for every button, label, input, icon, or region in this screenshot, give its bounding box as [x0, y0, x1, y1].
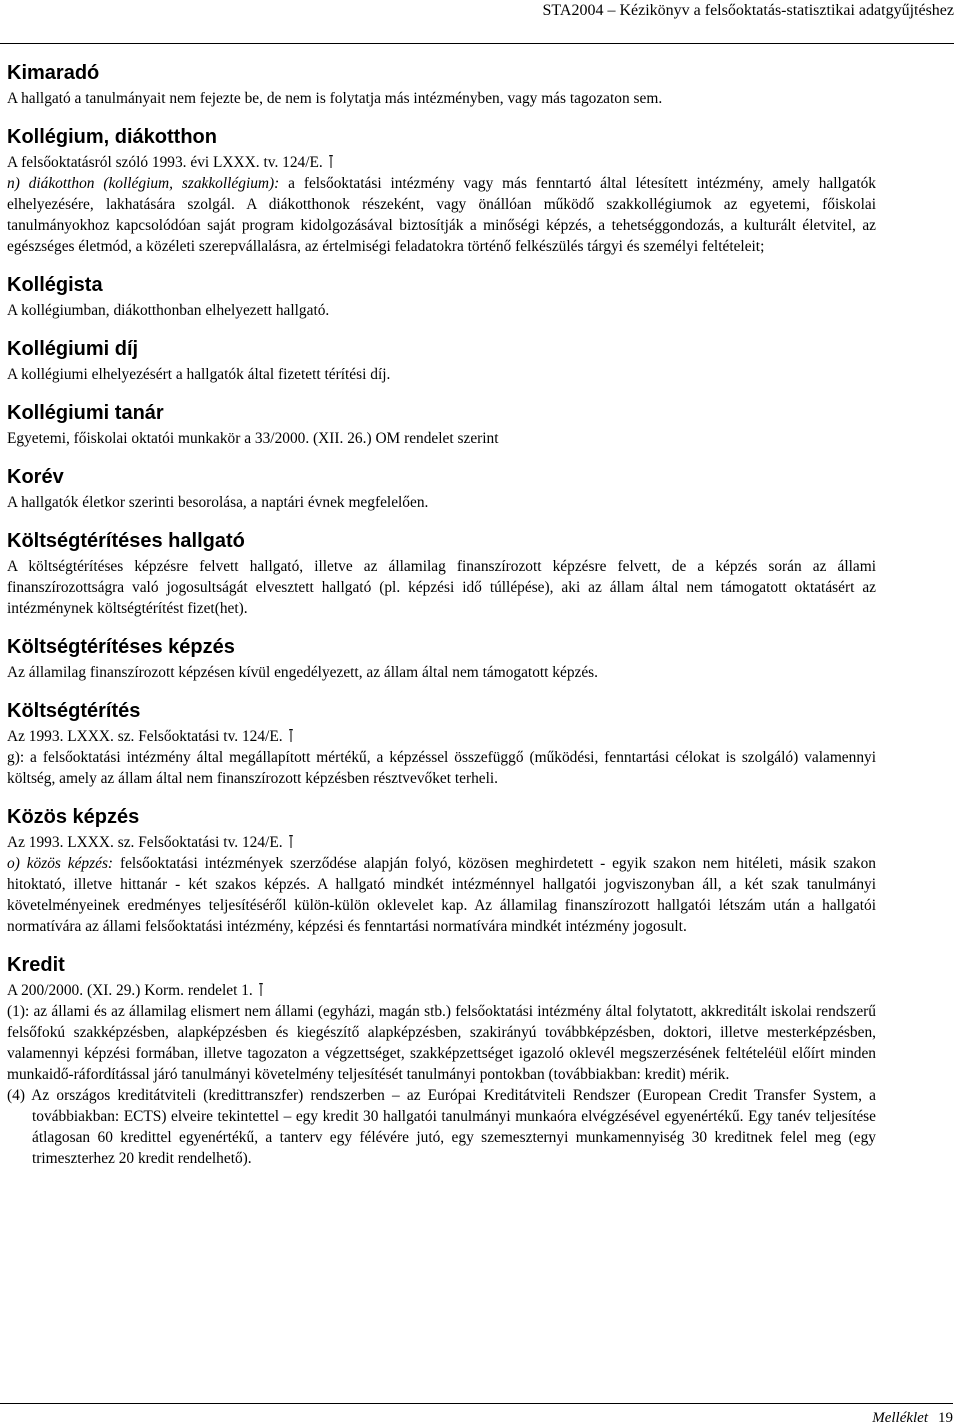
section-text: g): a felsőoktatási intézmény által megállapított mértékű, a képzéssel összefüggő (működési, fenntartási célokat is szolgáló) valamennyi költség, amely az állam által nem finanszírozott képzésben résztvevőket terheli.: [7, 749, 876, 787]
definition-lead: o) közös képzés:: [7, 855, 114, 872]
section-text: Az államilag finanszírozott képzésen kívül engedélyezett, az állam által nem támogatott képzés.: [7, 664, 599, 681]
section-text: [7, 853, 876, 937]
section-title: Korév: [7, 466, 64, 488]
section-title: Kollégiumi díj: [7, 338, 139, 360]
section-text: Egyetemi, főiskolai oktatói munkakör a 33/2000. (XII. 26.) OM rendelet szerint: [7, 430, 499, 447]
section-text: (1): az állami és az államilag elismert nem állami (egyházi, magán stb.) felsőoktatási intézmény által folytatott, akkreditált iskolai rendszerű felsőfokú szakképzésben, alapképzésben és kiegészítő alapképzésben, szakirányú továbbképzésben, doktori, illetve mesterképzésben, valamennyi képzési formában, illetve tagozaton a végzettséget, szakképzettséget igazoló oklevél megszerzésének feltételéül előírt minden munkaidő-ráfordítással járó tanulmányi követelmény teljesítését tanulmányi pontokban (továbbiakban: kredit) mérik.: [7, 1003, 876, 1083]
page-header: [0, 0, 954, 44]
section-text: A kollégiumban, diákotthonban elhelyezett hallgató.: [7, 302, 330, 319]
section-kollegiumi-tanar: [7, 401, 876, 449]
section-koltsegtериteses-hallgato: [7, 529, 876, 619]
section-title: Kredit: [7, 954, 65, 976]
section-text: A kollégiumi elhelyezésért a hallgatók által fizetett térítési díj.: [7, 366, 391, 383]
section-kozos-kepzes: [7, 805, 876, 937]
document-body: [7, 61, 876, 1185]
section-kimarado: [7, 61, 876, 109]
definition-body: a felsőoktatási intézmény vagy más fenntartó által létesített intézmény, amely hallgatók elhelyezésére, lakhatására szolgál. A diákotthonok részeként, vagy önállóan működő szakkollégiumok az egyetemi, főiskolai tanulmányokhoz kapcsolódóan saját program kidolgozásával biztosítják a minőségi képzés, a tehetséggondozás, a kulturált életvitel, az egészséges életmód, a közéleti szerepvállalásra, az értelmiségi feladatokra történő felkészülés tárgyi és személyi feltételeit;: [7, 175, 876, 255]
section-title: Közös képzés: [7, 806, 140, 828]
reference-text: Az 1993. LXXX. sz. Felsőoktatási tv. 124/E.: [7, 834, 283, 851]
section-korev: [7, 465, 876, 513]
footer-label: Melléklet: [872, 1410, 928, 1426]
legal-reference: [7, 152, 876, 173]
section-title: Költségtérítés: [7, 700, 141, 722]
definition-body: felsőoktatási intézmények szerződése alapján folyó, közösen meghirdetett - egyik szakon nem hitéleti, másik szakon hitoktató, illetve hittanár - két szakos képzés. A hallgató mindkét intézménnyel hallgatói jogviszonyban áll, a két szak tanulmányi követelményeinek eredményes teljesítéséről külön-külön oklevelet kap. Az államilag finanszírozott hallgatói létszám után a hallgatói normatívára az állami felsőoktatási intézmény, képzési és fenntartási normatívára mindkét intézmény jogosult.: [7, 855, 876, 935]
reference-link-icon[interactable]: [259, 983, 263, 996]
page-number: 19: [938, 1410, 953, 1426]
section-kollegiumi-dij: [7, 337, 876, 385]
definition-lead: n) diákotthon (kollégium, szakkollégium):: [7, 175, 280, 192]
section-text: A hallgató a tanulmányait nem fejezte be, de nem is folytatja más intézményben, vagy más tagozaton sem.: [7, 90, 663, 107]
header-title: STA2004 – Kézikönyv a felsőoktatás-statisztikai adatgyűjtéshez: [542, 2, 954, 19]
reference-link-icon[interactable]: [289, 729, 293, 742]
section-title: Kollégium, diákotthon: [7, 126, 217, 148]
section-title: Költségtérítéses hallgató: [7, 530, 245, 552]
page-footer: [0, 1403, 953, 1428]
section-text: A költségtérítéses képzésre felvett hallgató, illetve az államilag finanszírozott képzésre felvett, de a képzés során az állami finanszírozottságra való jogosultságát elvesztett hallgató (pl. képzési idő túllépése), aki az állam által nem támogatott oktatásért az intézménynek költségtérítést fizet(het).: [7, 558, 876, 617]
legal-reference: [7, 980, 876, 1001]
reference-text: A 200/2000. (XI. 29.) Korm. rendelet 1.: [7, 982, 253, 999]
section-title: Kollégista: [7, 274, 103, 296]
legal-reference: [7, 832, 876, 853]
section-text: A hallgatók életkor szerinti besorolása, a naptári évnek megfelelően.: [7, 494, 429, 511]
section-title: Kimaradó: [7, 62, 100, 84]
reference-link-icon[interactable]: [289, 835, 293, 848]
section-kollegium: [7, 125, 876, 257]
section-text: [7, 173, 876, 257]
section-koltsegterites: [7, 699, 876, 789]
reference-text: Az 1993. LXXX. sz. Felsőoktatási tv. 124/E.: [7, 728, 283, 745]
section-title: Költségtérítéses képzés: [7, 636, 235, 658]
legal-reference: [7, 726, 876, 747]
section-kollegista: [7, 273, 876, 321]
reference-text: A felsőoktatásról szóló 1993. évi LXXX. tv. 124/E.: [7, 154, 323, 171]
numbered-item: (4) Az országos kreditátviteli (kredittranszfer) rendszerben – az Európai Kreditátviteli Rendszer (European Credit Transfer System, a továbbiakban: ECTS) elveire tekintettel – egy kredit 30 hallgatói tanulmányi munkaóra elvégzésével egyenértékű. Egy tanév teljesítése átlagosan 60 kredittel egyenértékű, a tanterv egy félévére jutó, egy szemeszternyi munkamennyiség 30 kreditnek felel meg (egy trimeszterhez 20 kredit rendelhető).: [7, 1087, 876, 1167]
section-kredit: [7, 953, 876, 1169]
section-koltsegteriteses-kepzes: [7, 635, 876, 683]
reference-link-icon[interactable]: [329, 155, 333, 168]
section-title: Kollégiumi tanár: [7, 402, 164, 424]
